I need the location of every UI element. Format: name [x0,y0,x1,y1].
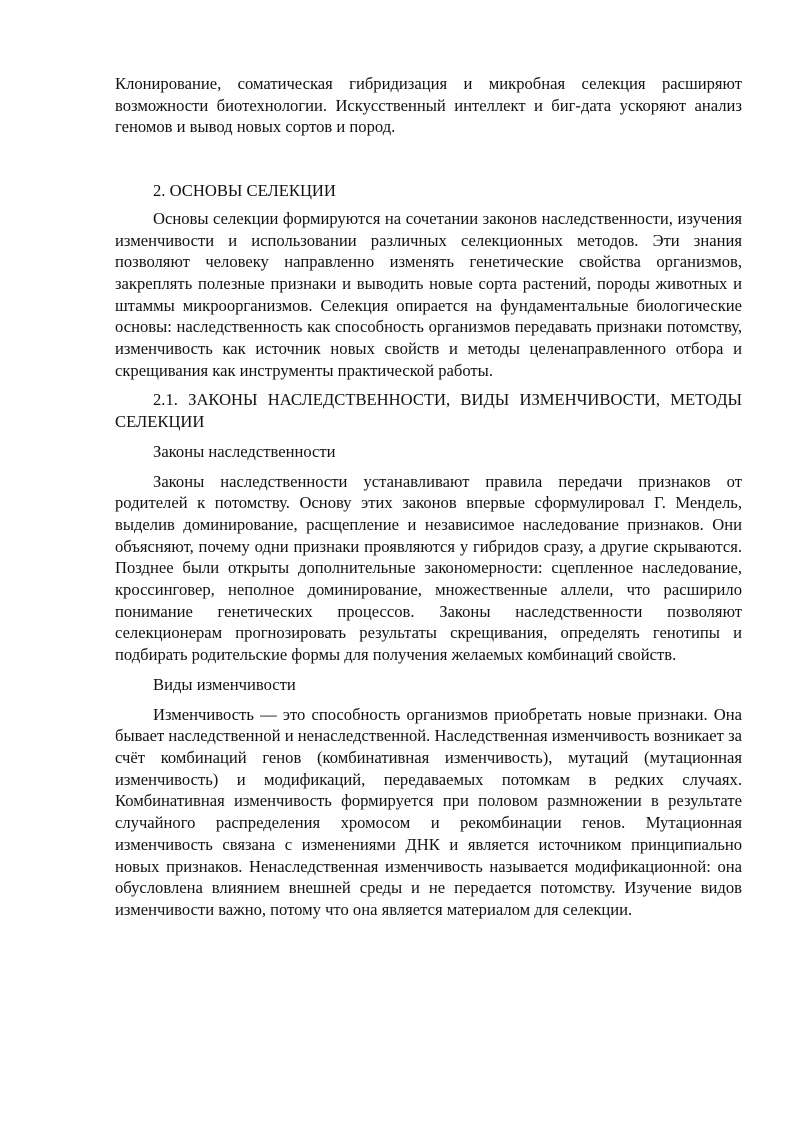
document-body [115,73,742,921]
variability-paragraph: Изменчивость — это способность организмов приобретать новые признаки. Она бывает наследственной и ненаследственной. Наследственная изменчивость возникает за счёт комбинаций генов (комбинативная изменчивость), мутаций (мутационная изменчивость) и модификаций, передаваемых потомкам в редких случаях. Комбинативная изменчивость формируется при половом размножении в результате случайного распределения хромосом и рекомбинации генов. Мутационная изменчивость связана с изменениями ДНК и является источником принципиально новых признаков. Ненаследственная изменчивость называется модификационной: она обусловлена влиянием внешней среды и не передается потомству. Изучение видов изменчивости важно, потому что она является материалом для селекции. [115,704,742,919]
section-paragraph: Основы селекции формируются на сочетании законов наследственности, изучения изменчивости и использовании различных селекционных методов. Эти знания позволяют человеку направленно изменять генетические свойства организмов, закреплять полезные признаки и выводить новые сорта растений, породы животных и штаммы микроорганизмов. Селекция опирается на фундаментальные биологические основы: наследственность как способность организмов передавать признаки потомству, изменчивость как источник новых свойств и методы целенаправленного отбора и скрещивания как инструменты практической работы. [115,208,742,380]
intro-paragraph: Клонирование, соматическая гибридизация и микробная селекция расширяют возможности биотехнологии. Искусственный интеллект и биг-дата ускоряют анализ геномов и вывод новых сортов и пород. [115,74,742,137]
subsection-heading: 2.1. ЗАКОНЫ НАСЛЕДСТВЕННОСТИ, ВИДЫ ИЗМЕНЧИВОСТИ, МЕТОДЫ СЕЛЕКЦИИ [115,390,742,432]
section-heading: 2. ОСНОВЫ СЕЛЕКЦИИ [153,181,336,201]
variability-title: Виды изменчивости [153,674,296,694]
heredity-paragraph: Законы наследственности устанавливают правила передачи признаков от родителей к потомству. Основу этих законов впервые сформулировал Г. Мендель, выделив доминирование, расщепление и независимое наследование признаков. Они объясняют, почему одни признаки проявляются у гибридов сразу, а другие скрываются. Позднее были открыты дополнительные закономерности: сцепленное наследование, кроссинговер, неполное доминирование, множественные аллели, что расширило понимание генетических процессов. Законы наследственности позволяют селекционерам прогнозировать результаты скрещивания, определять генотипы и подбирать родительские формы для получения желаемых комбинаций свойств. [115,471,742,665]
heredity-title: Законы наследственности [153,441,336,461]
